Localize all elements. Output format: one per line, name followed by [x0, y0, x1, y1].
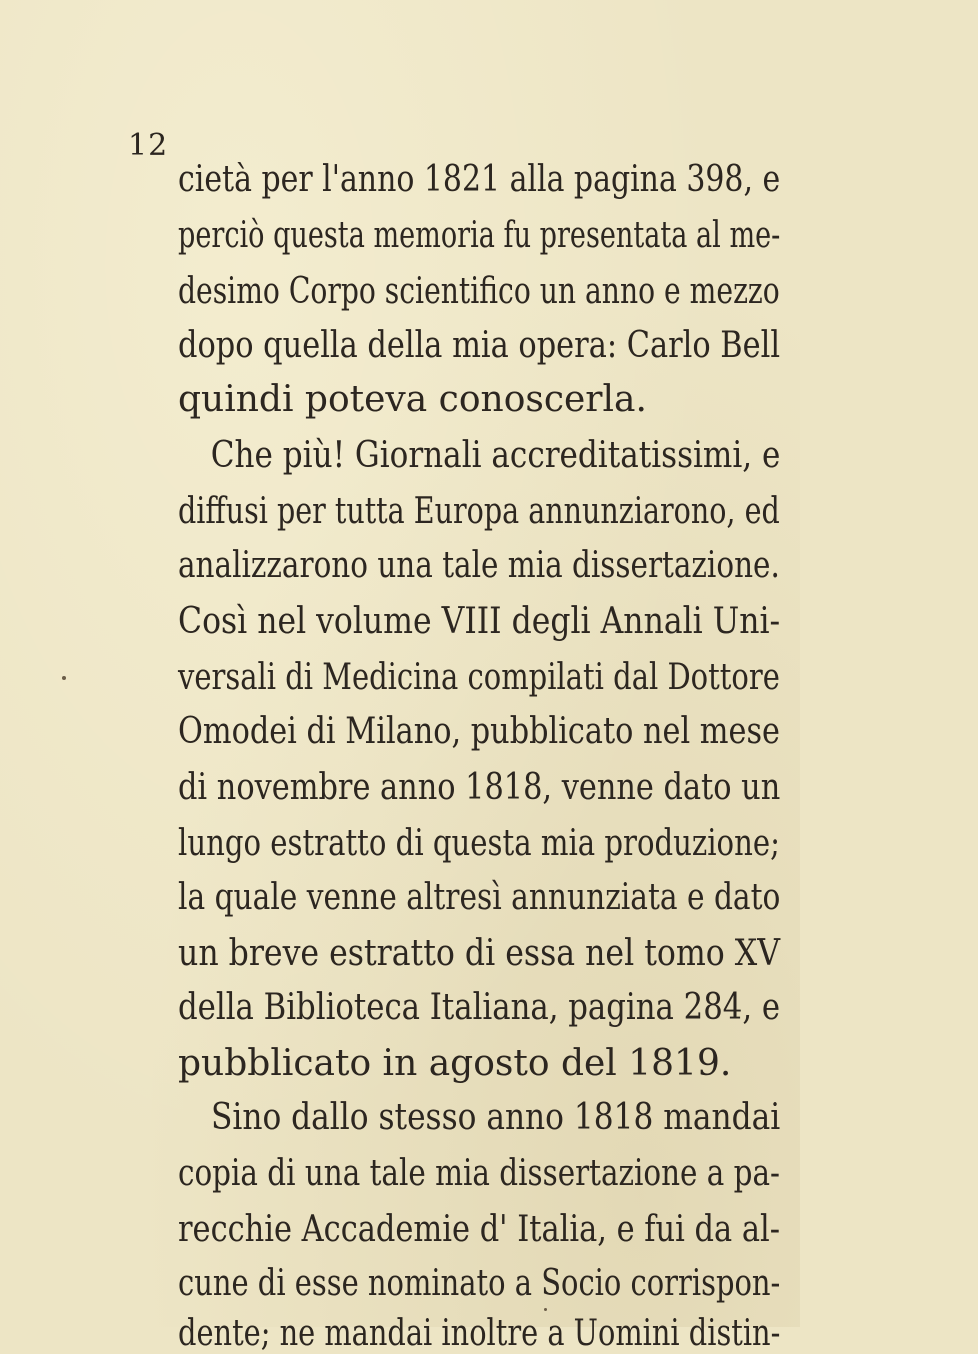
text-line-2-content: perciò questa memoria fu presentata al me- — [178, 215, 781, 256]
text-line-15 — [178, 933, 781, 974]
text-line-3 — [178, 271, 780, 312]
text-line-10-content: versali di Medicina compilati dal Dottore — [178, 657, 780, 698]
paper-speck — [544, 1308, 547, 1311]
text-line-6 — [178, 435, 781, 476]
text-line-2 — [178, 215, 781, 256]
text-line-21 — [178, 1263, 781, 1304]
text-line-12-content: di novembre anno 1818, venne dato un — [178, 767, 781, 808]
text-line-21-content: cune di esse nominato a Socio corrispon- — [178, 1263, 781, 1304]
text-line-1-content: cietà per l'anno 1821 alla pagina 398, e — [178, 159, 781, 200]
text-line-20-content: recchie Accademie d' Italia, e fui da al- — [178, 1209, 781, 1250]
text-line-18 — [178, 1097, 781, 1138]
text-line-14-content: la quale venne altresì annunziata e dato — [178, 877, 781, 918]
text-line-9 — [178, 601, 781, 642]
text-line-4-content: dopo quella della mia opera: Carlo Bell — [178, 325, 781, 366]
text-line-1 — [178, 159, 781, 200]
paper-speck — [62, 676, 66, 680]
text-line-13-content: lungo estratto di questa mia produzione; — [178, 823, 780, 864]
text-line-11 — [178, 711, 780, 752]
text-line-12 — [178, 767, 781, 808]
text-line-15-content: un breve estratto di essa nel tomo XV — [178, 933, 781, 974]
text-line-10 — [178, 657, 780, 698]
text-line-5-content: quindi poteva conoscerla. — [178, 379, 647, 420]
text-line-3-content: desimo Corpo scientifico un anno e mezzo — [178, 271, 780, 312]
text-line-20 — [178, 1209, 781, 1250]
text-line-16-content: della Biblioteca Italiana, pagina 284, e — [178, 987, 781, 1028]
text-line-18-content: Sino dallo stesso anno 1818 mandai — [210, 1097, 781, 1138]
text-line-4 — [178, 325, 781, 366]
text-line-9-content: Così nel volume VIII degli Annali Uni- — [178, 601, 781, 642]
text-line-8 — [178, 545, 780, 586]
text-line-16 — [178, 987, 781, 1028]
text-line-13 — [178, 823, 780, 864]
text-line-17-content: pubblicato in agosto del 1819. — [178, 1043, 732, 1084]
text-line-19-content: copia di una tale mia dissertazione a pa- — [178, 1153, 780, 1194]
text-line-11-content: Omodei di Milano, pubblicato nel mese — [178, 711, 780, 752]
text-line-6-content: Che più! Giornali accreditatissimi, e — [210, 435, 781, 476]
text-line-22-content: dente; ne mandai inoltre a Uomini distin- — [178, 1313, 781, 1354]
page-number: 12 — [128, 128, 169, 163]
text-line-14 — [178, 877, 781, 918]
text-line-22 — [178, 1313, 781, 1354]
text-line-5 — [178, 379, 780, 420]
text-line-7 — [178, 491, 780, 532]
text-line-8-content: analizzarono una tale mia dissertazione. — [178, 545, 780, 586]
text-line-17 — [178, 1043, 780, 1084]
text-line-19 — [178, 1153, 780, 1194]
text-line-7-content: diffusi per tutta Europa annunziarono, ed — [178, 491, 780, 532]
